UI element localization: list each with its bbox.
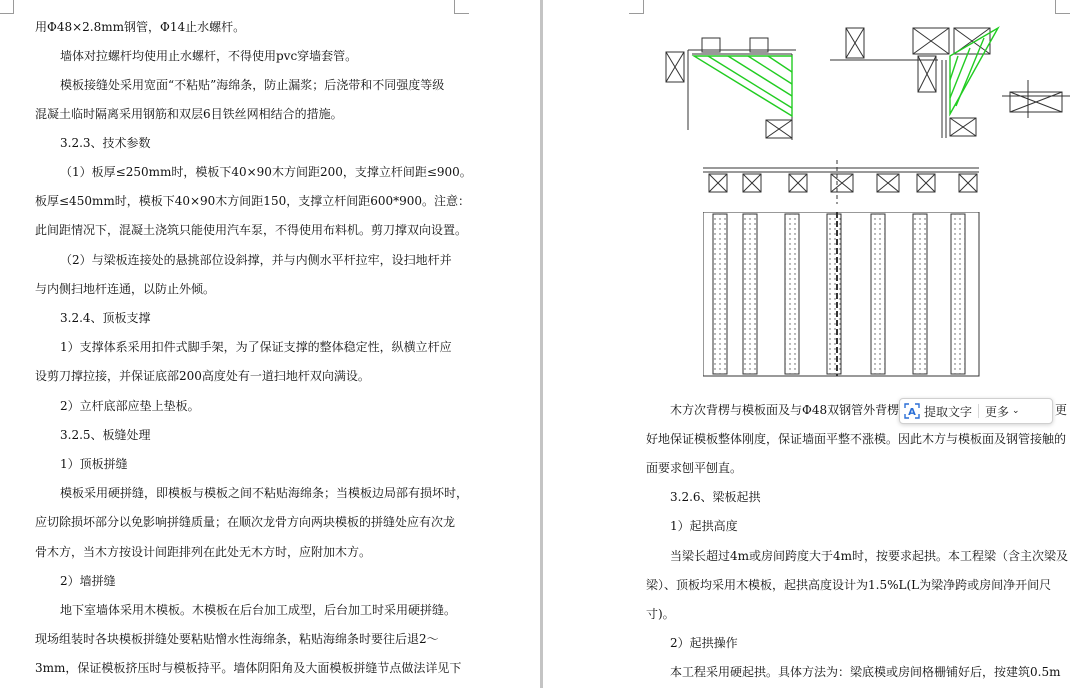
- left-text-line: 3.2.4、顶板支撑: [60, 311, 151, 325]
- more-button[interactable]: [981, 399, 1024, 423]
- left-text-line: 3.2.3、技术参数: [60, 136, 151, 150]
- right-text-line: 2）起拱操作: [670, 636, 738, 650]
- right-text-line: 3.2.6、梁板起拱: [670, 490, 761, 504]
- page-corner-mark: [454, 0, 469, 14]
- beam-formwork-section-diagram: [703, 160, 983, 206]
- page-corner-mark: [1055, 0, 1070, 14]
- left-text-line: 3mm，保证模板挤压时与模板持平。墙体阴阳角及大面模板拼缝节点做法详见下: [35, 661, 462, 675]
- toolbar-divider: [978, 404, 979, 418]
- page-corner-mark: [0, 0, 14, 14]
- left-text-line: 2）墙拼缝: [60, 574, 116, 588]
- left-text-line: （1）板厚≤250mm时，模板下40×90木方间距200，支撑立杆间距≤900。: [60, 165, 472, 179]
- right-text-line: 1）起拱高度: [670, 519, 738, 533]
- chevron-down-icon: ⌄: [1012, 406, 1020, 416]
- page-corner-mark: [629, 0, 644, 14]
- left-text-line: 设剪刀撑拉接，并保证底部200高度处有一道扫地杆双向满设。: [35, 369, 370, 383]
- right-text-line: 当梁长超过4m或房间跨度大于4m时，按要求起拱。本工程梁（含主次梁及: [670, 549, 1069, 563]
- left-text-line: 应切除损坏部分以免影响拼缝质量；在顺次龙骨方向两块模板的拼缝处应有次龙: [35, 515, 456, 529]
- extract-text-label: 提取文字: [924, 404, 973, 419]
- left-text-line: 此间距情况下，混凝土浇筑只能使用汽车泵，不得使用布料机。剪刀撑双向设置。: [35, 223, 468, 237]
- extract-text-button[interactable]: [900, 399, 976, 423]
- svg-text:A: A: [908, 407, 916, 418]
- right-text-line: 木方次背楞与模板面及与Φ48双钢管外背楞: [670, 403, 900, 417]
- left-text-line: 1）顶板拼缝: [60, 457, 128, 471]
- left-text-line: 混凝土临时隔离采用钢筋和双层6目铁丝网相结合的措施。: [35, 107, 343, 121]
- left-text-line: 板厚≤450mm时，模板下40×90木方间距150，支撑立杆间距600*900。注意：: [35, 194, 471, 208]
- formwork-plan-diagram: [703, 212, 983, 378]
- left-text-line: 墙体对拉螺杆均使用止水螺杆，不得使用pvc穿墙套管。: [60, 49, 358, 63]
- left-text-line: 地下室墙体采用木模板。木模板在后台加工成型，后台加工时采用硬拼缝。: [60, 603, 457, 617]
- left-text-line: 与内侧扫地杆连通，以防止外倾。: [35, 282, 216, 296]
- left-text-line: 模板接缝处采用宽面“不粘贴”海绵条，防止漏浆；后浇带和不同强度等级: [60, 78, 445, 92]
- left-text-line: 模板采用硬拼缝，即模板与模板之间不粘贴海绵条；当模板边局部有损坏时，: [60, 486, 469, 500]
- left-text-line: 3.2.5、板缝处理: [60, 428, 151, 442]
- right-text-line: 寸)。: [646, 607, 675, 621]
- document-page-right: [543, 0, 1080, 688]
- left-text-line: 用Φ48×2.8mm钢管，Φ14止水螺杆。: [35, 20, 246, 34]
- right-text-line: 面要求刨平刨直。: [646, 461, 743, 475]
- left-text-line: 骨木方，当木方按设计间距排列在此处无木方时，应附加木方。: [35, 545, 372, 559]
- more-label: 更多: [985, 404, 1010, 419]
- right-text-line-tail: 更: [1055, 403, 1068, 417]
- text-extract-icon: [904, 403, 920, 419]
- right-text-line: 梁）、顶板均采用木模板，起拱高度设计为1.5%L(L为梁净跨或房间净开间尺: [646, 578, 1052, 592]
- left-text-line: 2）立杆底部应垫上垫板。: [60, 399, 200, 413]
- left-text-line: 1）支撑体系采用扣件式脚手架，为了保证支撑的整体稳定性，纵横立杆应: [60, 340, 452, 354]
- left-text-line: （2）与梁板连接处的悬挑部位设斜撑，并与内侧水平杆拉牢，设扫地杆并: [60, 253, 452, 267]
- right-text-line: 本工程采用硬起拱。具体方法为：梁底模或房间格栅铺好后，按建筑0.5m: [670, 665, 1061, 679]
- left-text-line: 现场组装时各块模板拼缝处要粘贴憎水性海绵条，粘贴海绵条时要往后退2～: [35, 632, 439, 646]
- right-text-line: 好地保证模板整体刚度，保证墙面平整不涨模。因此木方与模板面及钢管接触的: [646, 432, 1067, 446]
- formwork-detail-diagram: [658, 20, 1078, 150]
- floating-text-toolbar: [899, 398, 1053, 424]
